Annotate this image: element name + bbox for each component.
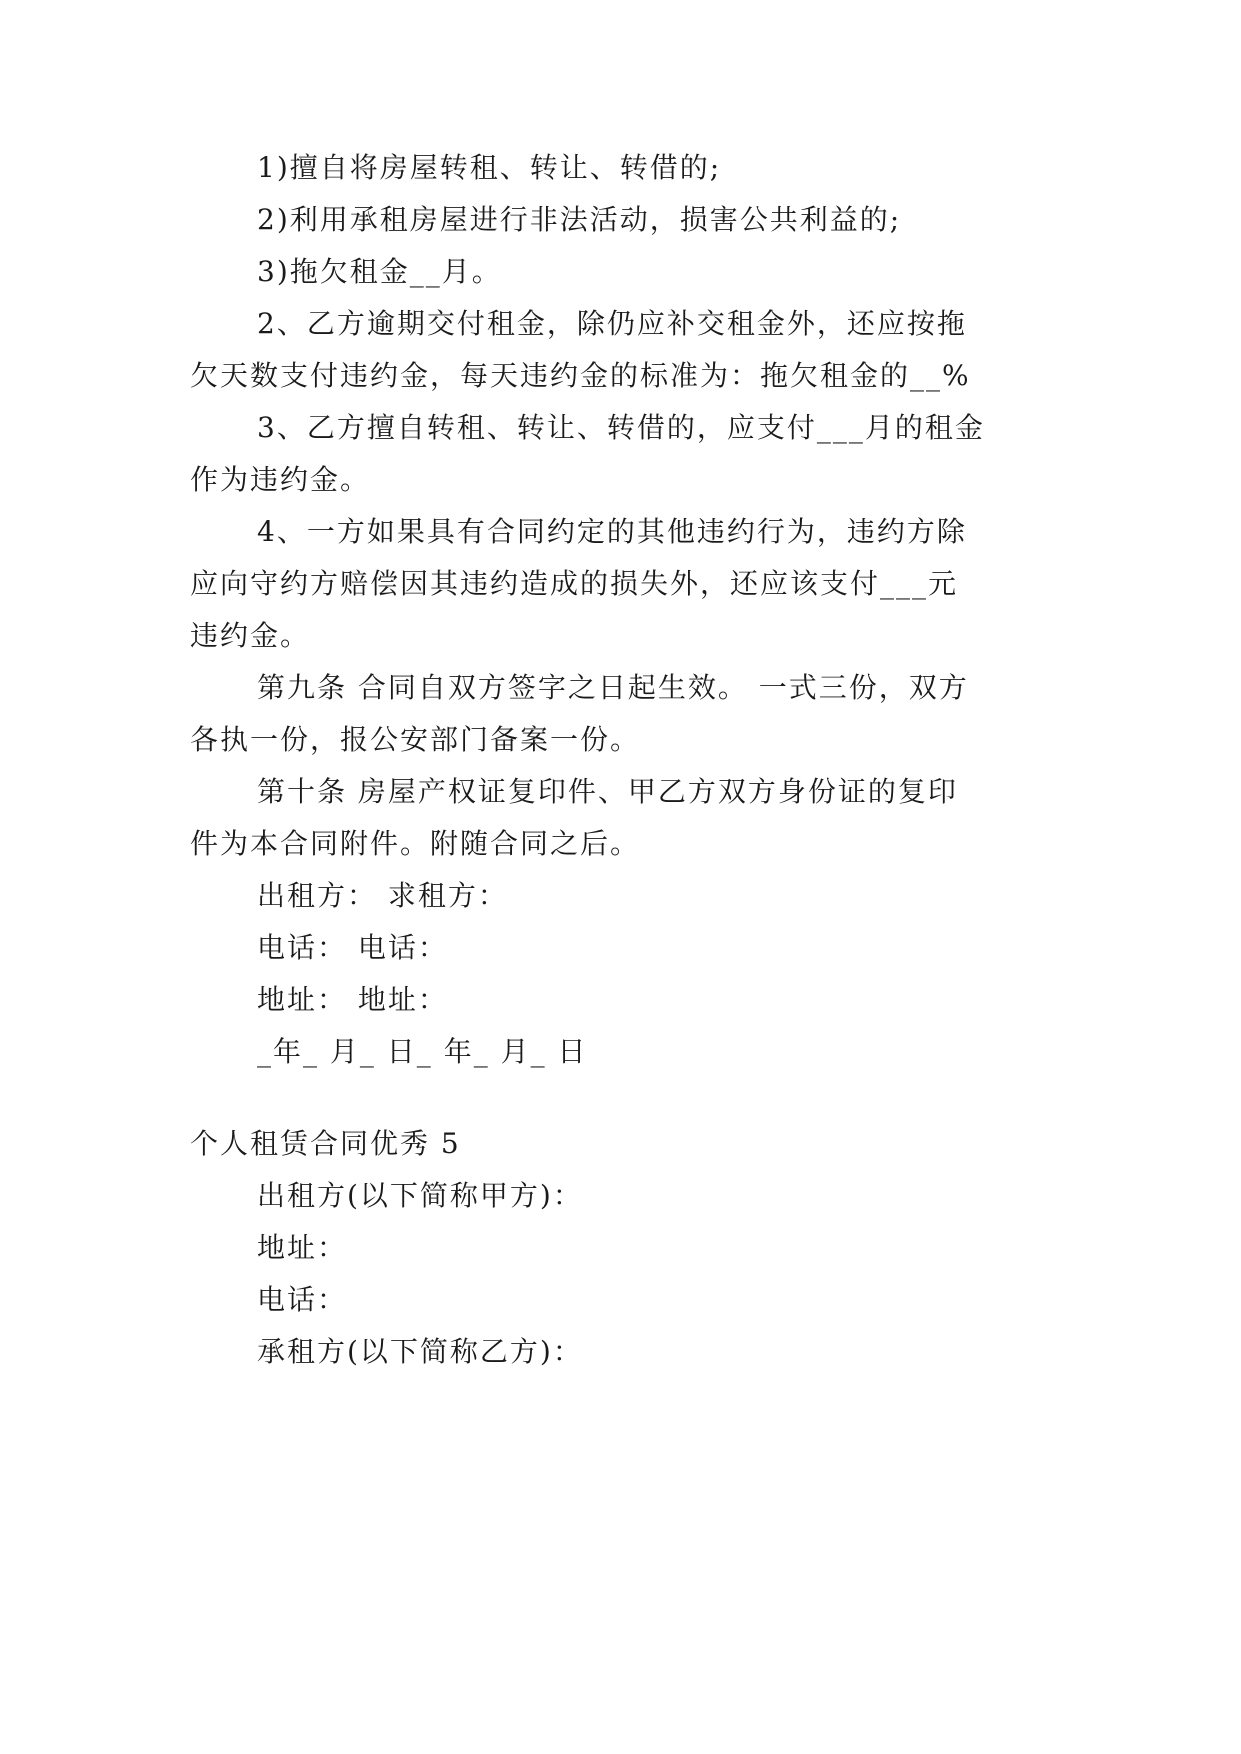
address-label: 地址： [257,1231,348,1264]
lessee-label: 承租方(以下简称乙方)： [257,1335,583,1368]
signature-address: 地址： 地址： [257,983,448,1016]
paragraph-line: 欠天数支付违约金，每天违约金的标准为：拖欠租金的__% [190,359,971,392]
paragraph-line: 各执一份，报公安部门备案一份。 [190,723,641,756]
paragraph-line: 应向守约方赔偿因其违约造成的损失外，还应该支付___元 [190,567,959,600]
paragraph-line: 2、乙方逾期交付租金，除仍应补交租金外，还应按拖 [257,307,967,340]
list-item: 3)拖欠租金__月。 [257,255,502,288]
paragraph-line: 作为违约金。 [190,463,371,496]
phone-label: 电话： [257,1283,348,1316]
paragraph-line: 4、一方如果具有合同约定的其他违约行为，违约方除 [257,515,967,548]
paragraph-line: 违约金。 [190,619,311,652]
signature-parties: 出租方： 求租方： [257,879,508,912]
paragraph-line: 第九条 合同自双方签字之日起生效。 一式三份，双方 [257,671,969,704]
signature-date: _年_ 月_ 日_ 年_ 月_ 日 [257,1035,588,1068]
paragraph-line: 件为本合同附件。附随合同之后。 [190,827,641,860]
lessor-label: 出租方(以下简称甲方)： [257,1179,583,1212]
paragraph-line: 第十条 房屋产权证复印件、甲乙方双方身份证的复印 [257,775,958,808]
section-title: 个人租赁合同优秀 5 [190,1127,461,1160]
signature-phone: 电话： 电话： [257,931,448,964]
paragraph-line: 3、乙方擅自转租、转让、转借的，应支付___月的租金 [257,411,985,444]
list-item: 1)擅自将房屋转租、转让、转借的; [257,151,722,184]
list-item: 2)利用承租房屋进行非法活动，损害公共利益的; [257,203,902,236]
